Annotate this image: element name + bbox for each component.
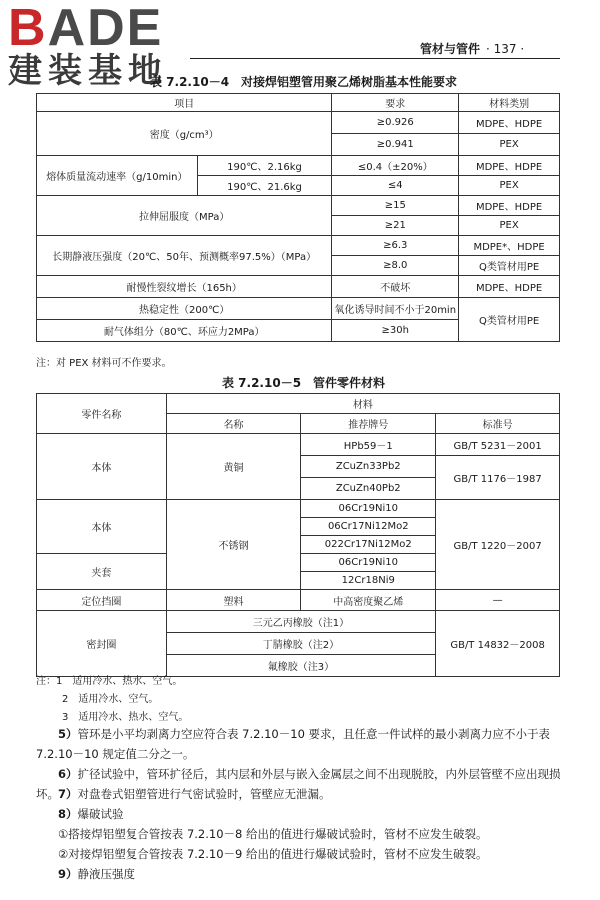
table-cell: MDPE、HDPE [459,156,560,176]
table-cell: HPb59－1 [301,434,436,456]
logo-wordmark: BADE [8,0,164,57]
table-cell: 12Cr18Ni9 [301,572,436,590]
table-cell: MDPE、HDPE [459,276,560,298]
table-fitting-materials [36,393,560,677]
part-locator: 定位挡圈 [37,590,167,611]
body-line: 8）爆破试验 [58,807,124,821]
table-cell: GB/T 5231－2001 [436,434,560,456]
header-rule [190,58,560,59]
page-number: · 137 · [486,42,525,56]
running-header [420,40,524,57]
table-cell: MDPE、HDPE [459,112,560,134]
table-cell: ≥6.3 [332,236,459,256]
table-cell: ZCuZn40Pb2 [301,478,436,500]
part-seal: 密封圈 [37,611,167,677]
table-cell: ≥21 [332,216,459,236]
crack-label: 耐慢性裂纹增长（165h） [37,276,332,298]
part-body-steel: 本体 [37,500,167,554]
table-cell: ≥30h [332,320,459,342]
body-line: 5）管环是小平均剥离力空应符合表 7.2.10－10 要求，且任意一件试样的最小剥离力应不小于表 [58,727,551,741]
header-name: 名称 [166,414,301,434]
table1-caption: 表 7.2.10－4 对接焊铝塑管用聚乙烯树脂基本性能要求 [150,75,458,89]
table-cell: 三元乙丙橡胶（注1） [166,611,436,633]
table-cell: GB/T 1220－2007 [436,500,560,590]
table-cell: 190℃、2.16kg [197,156,332,176]
header-grade: 推荐牌号 [301,414,436,434]
table-cell: 190℃、21.6kg [197,176,332,196]
longterm-label: 长期静液压强度（20℃、50年、预测概率97.5%）（MPa） [37,236,332,276]
table-cell: PEX [459,216,560,236]
table-cell: 丁腈橡胶（注2） [166,633,436,655]
table-cell: PEX [459,176,560,196]
table-cell: 不破坏 [332,276,459,298]
logo-subtitle: 建装基地 [8,51,168,91]
table1-note: 注：对 PEX 材料可不作要求。 [36,358,172,369]
body-line: ①搭接焊铝塑复合管按表 7.2.10－8 给出的值进行爆破试验时，管材不应发生破裂。 [58,827,488,841]
header-item: 项目 [37,94,332,112]
thermal-label: 热稳定性（200℃） [37,298,332,320]
header-requirement: 要求 [332,94,459,112]
table-cell: ≥0.941 [332,134,459,156]
table-pe-resin-properties [36,93,560,342]
table-cell: ≤4 [332,176,459,196]
table-cell: 06Cr17Ni12Mo2 [301,518,436,536]
table2-note: 注：1 适用冷水、热水、空气。 [36,676,183,687]
density-label: 密度（g/cm³） [37,112,332,156]
table-cell: 06Cr19Ni10 [301,554,436,572]
table-cell: 022Cr17Ni12Mo2 [301,536,436,554]
body-line: 7）对盘卷式铝塑管进行气密试验时，管壁应无泄漏。 [58,787,331,801]
table-cell: MDPE*、HDPE [459,236,560,256]
table-cell: 氟橡胶（注3） [166,655,436,677]
material-plastic: 塑料 [166,590,301,611]
body-line: 7.2.10－10 规定值二分之一。 [36,747,195,761]
header-part-name: 零件名称 [37,394,167,434]
body-line: ②对接焊铝塑复合管按表 7.2.10－9 给出的值进行爆破试验时，管材不应发生破裂。 [58,847,488,861]
table-cell: GB/T 14832－2008 [436,611,560,677]
table-cell: — [436,590,560,611]
table-cell: 06Cr19Ni10 [301,500,436,518]
table-cell: ≥8.0 [332,256,459,276]
header-standard: 标准号 [436,414,560,434]
part-body-brass: 本体 [37,434,167,500]
table-cell: ≤0.4（±20%） [332,156,459,176]
part-clamp: 夹套 [37,554,167,590]
header-material: 材料 [166,394,559,414]
table-cell: ≥15 [332,196,459,216]
running-header-section: 管材与管件 [420,42,481,56]
table2-caption: 表 7.2.10－5 管件零件材料 [222,376,386,390]
body-line: 6）扩径试验中，管环扩径后，其内层和外层与嵌入金属层之间不出现脱胶，内外层管壁不应出现损坏。 [36,767,561,801]
table-cell: 中高密度聚乙烯 [301,590,436,611]
table2-note: 2 适用冷水、空气。 [62,694,159,705]
material-stainless: 不锈钢 [166,500,301,590]
gas-label: 耐气体组分（80℃、环应力2MPa） [37,320,332,342]
table2-note: 3 适用冷水、热水、空气。 [62,712,189,723]
table-cell: Q类管材用PE [459,256,560,276]
table-cell: Q类管材用PE [459,298,560,342]
table-cell: 氧化诱导时间不小于20min [332,298,459,320]
table-cell: PEX [459,134,560,156]
tensile-label: 拉伸屈服度（MPa） [37,196,332,236]
table-cell: ≥0.926 [332,112,459,134]
body-line: 9）静液压强度 [58,867,136,881]
material-brass: 黄铜 [166,434,301,500]
header-material: 材料类别 [459,94,560,112]
table-cell: ZCuZn33Pb2 [301,456,436,478]
table-cell: MDPE、HDPE [459,196,560,216]
mfr-label: 熔体质量流动速率（g/10min） [37,156,198,196]
table-cell: GB/T 1176－1987 [436,456,560,500]
